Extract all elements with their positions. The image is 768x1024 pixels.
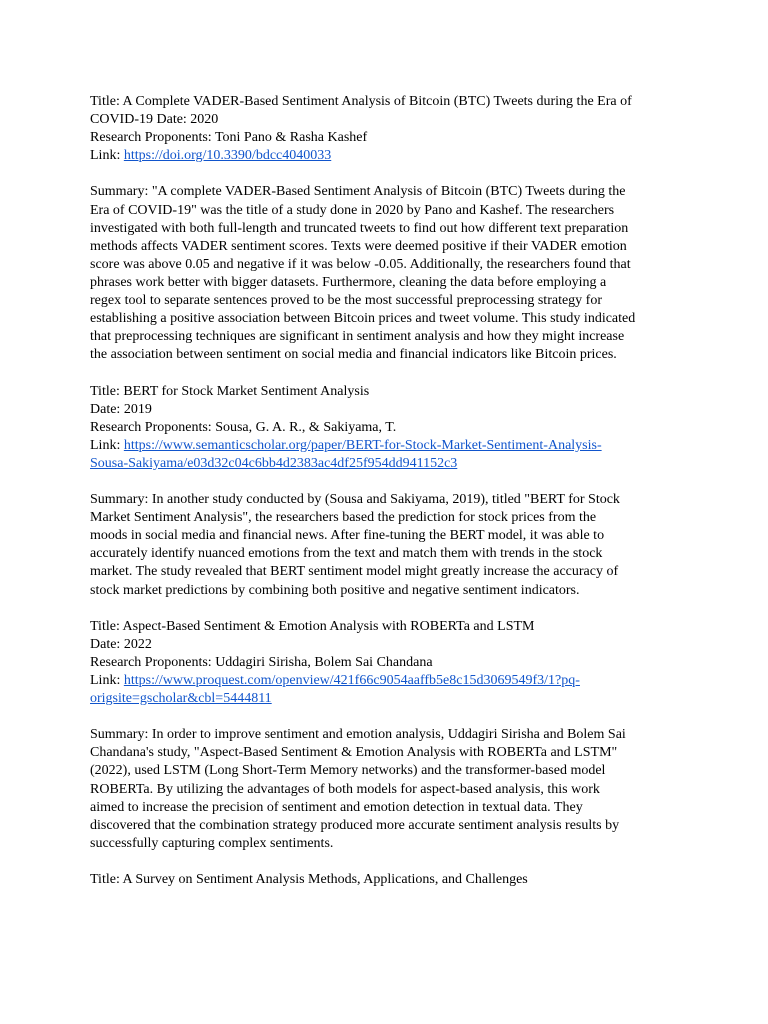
entry-vader-bitcoin [90, 93, 682, 165]
summary-line: Market Sentiment Analysis", the researchers based the prediction for stock prices from the [90, 510, 597, 526]
link-prefix: Link: [90, 148, 124, 164]
semanticscholar-link-continued[interactable]: Sousa-Sakiyama/e03d32c04c6bb4d2383ac4df25f954dd941152c3 [90, 455, 458, 471]
entry-title: Title: Aspect-Based Sentiment & Emotion Analysis with ROBERTa and LSTM [90, 618, 535, 634]
doi-link[interactable]: https://doi.org/10.3390/bdcc4040033 [123, 148, 332, 164]
summary-line: Summary: In another study conducted by (Sousa and Sakiyama, 2019), titled "BERT for Stock [90, 492, 620, 508]
entry-proponents: Research Proponents: Uddagiri Sirisha, Bolem Sai Chandana [90, 654, 433, 670]
summary-line: Summary: "A complete VADER-Based Sentiment Analysis of Bitcoin (BTC) Tweets during the [90, 184, 626, 200]
summary-line: Era of COVID-19" was the title of a study done in 2020 by Pano and Kashef. The researchers [90, 202, 615, 218]
entry-title: Title: A Survey on Sentiment Analysis Methods, Applications, and Challenges [90, 872, 528, 888]
link-prefix: Link: [90, 437, 124, 453]
entry-proponents: Research Proponents: Toni Pano & Rasha Kashef [90, 130, 368, 146]
summary-line: (2022), used LSTM (Long Short-Term Memory networks) and the transformer-based model [90, 763, 606, 779]
proquest-link[interactable]: https://www.proquest.com/openview/421f66c9054aaffb5e8c15d3069549f3/1?pq- [123, 673, 580, 688]
summary-line: the association between sentiment on social media and financial indicators like Bitcoin prices. [90, 347, 617, 363]
entry-bert-stock [90, 383, 682, 473]
entry-summary [90, 726, 682, 853]
summary-line: regex tool to separate sentences proved to be the most successful preprocessing strategy for [90, 293, 602, 309]
summary-line: ROBERTa. By utilizing the advantages of both models for aspect-based analysis, this work [90, 781, 600, 797]
summary-line: that preprocessing techniques are significant in sentiment analysis and how they might increase [90, 329, 625, 345]
summary-line: market. The study revealed that BERT sentiment model might greatly increase the accuracy of [90, 564, 619, 580]
summary-line: successfully capturing complex sentiments. [90, 835, 334, 851]
entry-date: Date: 2019 [90, 401, 152, 417]
entry-date: Date: 2022 [90, 636, 152, 652]
entry-title-line: COVID-19 Date: 2020 [90, 112, 219, 128]
summary-line: Summary: In order to improve sentiment and emotion analysis, Uddagiri Sirisha and Bolem Sai [90, 727, 626, 743]
proquest-link-continued[interactable]: origsite=gscholar&cbl=5444811 [90, 691, 272, 707]
entry-summary [90, 491, 682, 600]
summary-line: score was above 0.05 and negative if it was below -0.05. Additionally, the researchers found that [90, 256, 631, 272]
summary-line: discovered that the combination strategy produced more accurate sentiment analysis results by [90, 817, 620, 833]
summary-line: phrases work better with bigger datasets. Furthermore, cleaning the data before employing a [90, 274, 607, 290]
entry-link-row-continued [90, 455, 682, 473]
entry-link-row [90, 672, 682, 690]
summary-line: stock market predictions by combining both positive and negative sentiment indicators. [90, 582, 580, 598]
summary-line: methods affects VADER sentiment scores. Texts were deemed positive if their VADER emotion [90, 238, 627, 254]
entry-link-row [90, 147, 682, 165]
summary-line: accurately identify nuanced emotions from the text and match them with trends in the stock [90, 546, 603, 562]
entry-link-row [90, 437, 682, 455]
entry-title-line: Title: A Complete VADER-Based Sentiment Analysis of Bitcoin (BTC) Tweets during the Era of [90, 94, 632, 109]
entry-summary [90, 183, 682, 364]
entry-roberta-lstm [90, 618, 682, 708]
entry-survey [90, 871, 682, 889]
summary-line: investigated with both full-length and truncated tweets to find out how different text preparation [90, 220, 629, 236]
entry-title: Title: BERT for Stock Market Sentiment Analysis [90, 383, 370, 399]
link-prefix: Link: [90, 673, 124, 688]
document-body [90, 93, 682, 889]
semanticscholar-link[interactable]: https://www.semanticscholar.org/paper/BERT-for-Stock-Market-Sentiment-Analysis- [123, 437, 602, 453]
summary-line: Chandana's study, "Aspect-Based Sentiment & Emotion Analysis with ROBERTa and LSTM" [90, 745, 618, 761]
entry-link-row-continued [90, 690, 682, 708]
summary-line: moods in social media and financial news. After fine-tuning the BERT model, it was able to [90, 528, 605, 544]
entry-proponents: Research Proponents: Sousa, G. A. R., & Sakiyama, T. [90, 419, 397, 435]
summary-line: establishing a positive association between Bitcoin prices and tweet volume. This study indicated [90, 311, 636, 327]
summary-line: aimed to increase the precision of sentiment and emotion detection in textual data. They [90, 799, 583, 815]
